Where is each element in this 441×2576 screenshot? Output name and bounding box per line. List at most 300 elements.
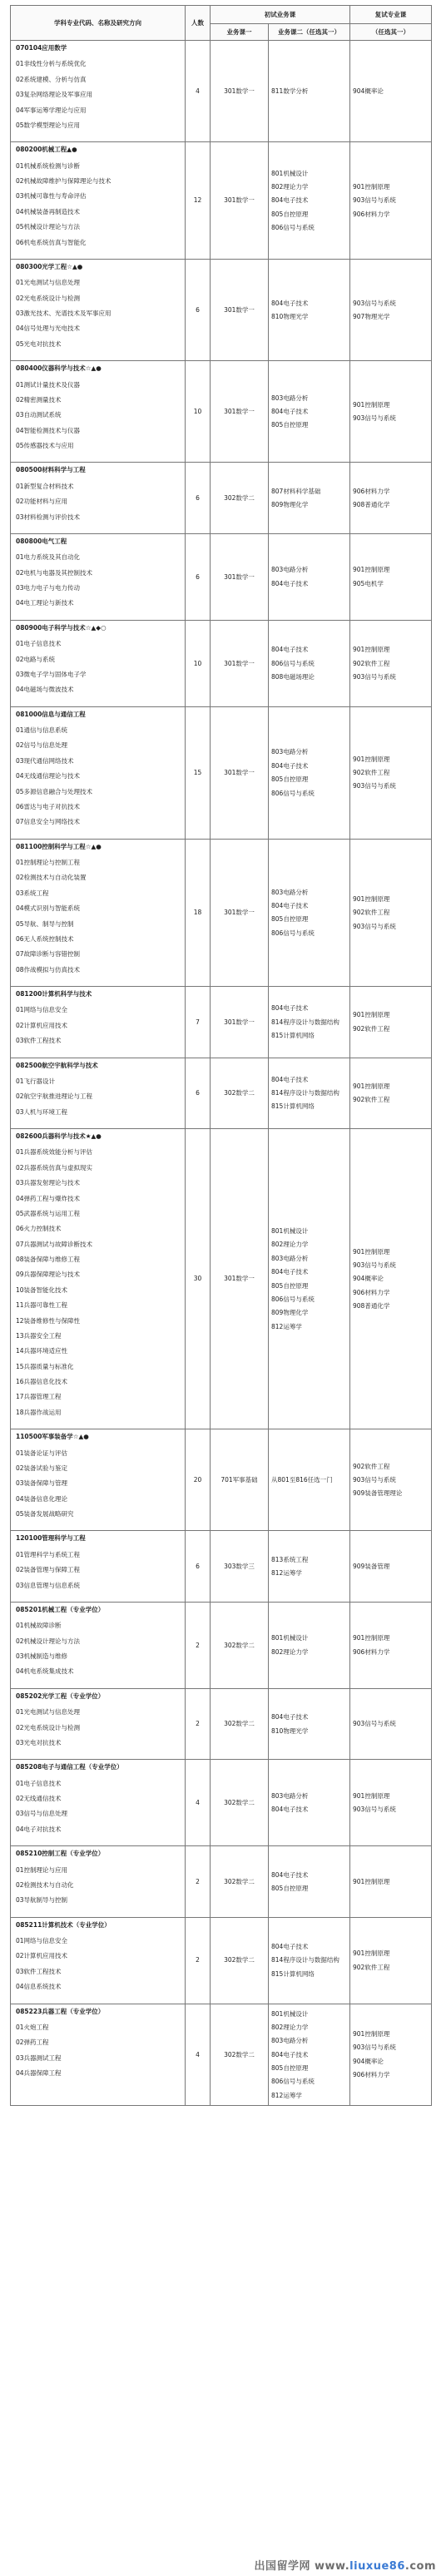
research-direction: 04电工理论与新技术 bbox=[16, 599, 74, 607]
subject-two-item: 803电路分析 bbox=[271, 394, 309, 402]
table-row bbox=[11, 839, 432, 986]
subject-two-item: 805自控原理 bbox=[271, 1884, 309, 1892]
retest-subject-item: 902软件工程 bbox=[353, 768, 390, 776]
retest-subject bbox=[350, 1129, 432, 1429]
enrollment-count: 6 bbox=[186, 533, 211, 620]
program-name: 080500材料科学与工程 bbox=[16, 466, 86, 474]
subject-one-item: 301数学一 bbox=[224, 1018, 255, 1026]
table-row bbox=[11, 41, 432, 142]
research-direction: 02机械设计理论与方法 bbox=[16, 1637, 81, 1645]
enrollment-count: 18 bbox=[186, 839, 211, 986]
retest-subject bbox=[350, 142, 432, 260]
retest-subject bbox=[350, 839, 432, 986]
subject-two-item: 810物理光学 bbox=[271, 1726, 309, 1735]
subject-two-item: 806信号与系统 bbox=[271, 929, 315, 937]
retest-subject-item: 901控制原理 bbox=[353, 1791, 390, 1800]
program-cell bbox=[11, 41, 186, 142]
subject-two-item: 804电子技术 bbox=[271, 1870, 309, 1879]
retest-subject-item: 903信号与系统 bbox=[353, 1261, 396, 1269]
subject-two-item: 803电路分析 bbox=[271, 888, 309, 896]
table-row bbox=[11, 1531, 432, 1603]
watermark-url-post: .com bbox=[404, 2560, 436, 2573]
retest-subject-item: 901控制原理 bbox=[353, 566, 390, 574]
enrollment-count: 2 bbox=[186, 1688, 211, 1760]
enrollment-count: 30 bbox=[186, 1129, 211, 1429]
subject-two-item: 805自控原理 bbox=[271, 421, 309, 429]
table-row bbox=[11, 259, 432, 360]
research-direction: 03信息管理与信息系统 bbox=[16, 1581, 81, 1589]
retest-subject bbox=[350, 706, 432, 839]
subject-two bbox=[269, 987, 350, 1058]
subject-two-item: 815计算机网络 bbox=[271, 1102, 315, 1111]
research-direction: 02兵器系统仿真与虚拟现实 bbox=[16, 1163, 93, 1172]
subject-one bbox=[211, 463, 269, 534]
retest-subject-item: 903信号与系统 bbox=[353, 1720, 396, 1728]
retest-subject-item: 906材料力学 bbox=[353, 1288, 390, 1296]
research-direction: 12装备维修性与保障性 bbox=[16, 1316, 81, 1325]
program-name: 085201机械工程（专业学位） bbox=[16, 1605, 105, 1613]
research-direction: 05导航、制导与控制 bbox=[16, 919, 74, 928]
table-row bbox=[11, 1129, 432, 1429]
subject-one bbox=[211, 2004, 269, 2106]
subject-one bbox=[211, 533, 269, 620]
header-retest: 复试专业课 bbox=[350, 6, 432, 24]
subject-two-item: 804电子技术 bbox=[271, 1943, 309, 1950]
subject-two-item: 804电子技术 bbox=[271, 2050, 309, 2058]
table-row bbox=[11, 361, 432, 463]
subject-two bbox=[269, 1531, 350, 1603]
retest-subject-item: 901控制原理 bbox=[353, 1082, 390, 1090]
program-cell bbox=[11, 1429, 186, 1531]
subject-two-item: 801机械设计 bbox=[271, 1227, 309, 1236]
enrollment-count: 6 bbox=[186, 259, 211, 360]
research-direction: 02检测技术与自动化 bbox=[16, 1880, 74, 1889]
research-direction: 02光电系统设计与检测 bbox=[16, 1723, 81, 1731]
retest-subject-item: 908普通化学 bbox=[353, 1302, 390, 1310]
subject-two-item: 812运筹学 bbox=[271, 1322, 302, 1330]
retest-subject-item: 906材料力学 bbox=[353, 487, 390, 495]
subject-two-item: 801机械设计 bbox=[271, 2009, 309, 2018]
retest-subject bbox=[350, 361, 432, 463]
program-cell bbox=[11, 839, 186, 986]
subject-one-item: 701军事基础 bbox=[220, 1476, 258, 1484]
retest-subject bbox=[350, 463, 432, 534]
subject-two-item: 804电子技术 bbox=[271, 1075, 309, 1083]
enrollment-count: 12 bbox=[186, 142, 211, 260]
enrollment-count: 15 bbox=[186, 706, 211, 839]
retest-subject bbox=[350, 1688, 432, 1760]
subject-two bbox=[269, 839, 350, 986]
subject-two-item: 807材料科学基础 bbox=[271, 487, 321, 495]
retest-subject-item: 903信号与系统 bbox=[353, 196, 396, 205]
program-name: 085208电子与通信工程（专业学位） bbox=[16, 1763, 123, 1771]
research-direction: 08装备保障与维修工程 bbox=[16, 1256, 81, 1263]
subject-two-item: 804电子技术 bbox=[271, 579, 309, 587]
subject-two-item: 814程序设计与数据结构 bbox=[271, 1956, 339, 1964]
table-row bbox=[11, 1688, 432, 1760]
retest-subject bbox=[350, 1760, 432, 1846]
subject-two-item: 802理论力学 bbox=[271, 2023, 309, 2031]
research-direction: 01控制理论与控制工程 bbox=[16, 859, 81, 866]
research-direction: 07兵器测试与故障诊断技术 bbox=[16, 1240, 93, 1248]
subject-two-item: 805自控原理 bbox=[271, 915, 309, 924]
table-row bbox=[11, 706, 432, 839]
subject-two-item: 805自控原理 bbox=[271, 210, 309, 218]
research-direction: 14兵器环境适应性 bbox=[16, 1347, 68, 1355]
subject-two bbox=[269, 2004, 350, 2106]
program-name: 080300光学工程☆▲● bbox=[16, 262, 83, 270]
research-direction: 03信号与信息处理 bbox=[16, 1810, 68, 1818]
subject-two bbox=[269, 1688, 350, 1760]
subject-one-item: 302数学二 bbox=[224, 1799, 255, 1806]
subject-two-item: 802理论力学 bbox=[271, 183, 309, 191]
research-direction: 04弹药工程与爆炸技术 bbox=[16, 1194, 81, 1202]
program-name: 080800电气工程 bbox=[16, 537, 67, 545]
research-direction: 10装备智能化技术 bbox=[16, 1286, 68, 1294]
research-direction: 01通信与信息系统 bbox=[16, 726, 68, 734]
subject-two-item: 806信号与系统 bbox=[271, 224, 315, 232]
research-direction: 03人机与环境工程 bbox=[16, 1107, 68, 1116]
research-direction: 02功能材料与应用 bbox=[16, 498, 68, 506]
subject-two-item: 804电子技术 bbox=[271, 299, 309, 307]
enrollment-count: 2 bbox=[186, 1602, 211, 1688]
research-direction: 02精密测量技术 bbox=[16, 395, 62, 404]
program-cell bbox=[11, 620, 186, 706]
retest-subject-item: 905电机学 bbox=[353, 579, 384, 587]
retest-subject-item: 908普通化学 bbox=[353, 501, 390, 509]
subject-two-item: 814程序设计与数据结构 bbox=[271, 1089, 339, 1097]
research-direction: 01测试计量技术及仪器 bbox=[16, 380, 81, 389]
research-direction: 03现代通信网络技术 bbox=[16, 756, 74, 765]
subject-two-item: 812运筹学 bbox=[271, 1569, 302, 1578]
subject-one-item: 301数学一 bbox=[224, 196, 255, 205]
program-cell bbox=[11, 1760, 186, 1846]
program-cell bbox=[11, 1129, 186, 1429]
research-direction: 13兵器安全工程 bbox=[16, 1331, 62, 1340]
research-direction: 03自动测试系统 bbox=[16, 411, 62, 419]
research-direction: 06机电系统仿真与智能化 bbox=[16, 238, 87, 246]
subject-one bbox=[211, 1058, 269, 1129]
retest-subject-item: 901控制原理 bbox=[353, 1949, 390, 1958]
enrollment-count: 6 bbox=[186, 463, 211, 534]
subject-two bbox=[269, 1602, 350, 1688]
table-row bbox=[11, 142, 432, 260]
subject-two-item: 815计算机网络 bbox=[271, 1031, 315, 1039]
retest-subject bbox=[350, 1917, 432, 2004]
subject-one bbox=[211, 1688, 269, 1760]
research-direction: 15兵器质量与标准化 bbox=[16, 1362, 74, 1370]
research-direction: 05光电对抗技术 bbox=[16, 339, 62, 348]
program-cell bbox=[11, 463, 186, 534]
header-count: 人数 bbox=[186, 6, 211, 41]
research-direction: 03材料检测与评价技术 bbox=[16, 513, 81, 521]
retest-subject-item: 906材料力学 bbox=[353, 1647, 390, 1656]
subject-two bbox=[269, 533, 350, 620]
retest-subject-item: 901控制原理 bbox=[353, 400, 390, 409]
research-direction: 01兵器系统效能分析与评估 bbox=[16, 1148, 93, 1157]
subject-two-item: 801机械设计 bbox=[271, 169, 309, 177]
admissions-table bbox=[10, 5, 432, 2106]
subject-two-item: 812运筹学 bbox=[271, 2091, 302, 2099]
subject-one-item: 301数学一 bbox=[224, 305, 255, 314]
subject-one bbox=[211, 1846, 269, 1918]
subject-two bbox=[269, 41, 350, 142]
program-name: 080200机械工程▲● bbox=[16, 146, 77, 154]
research-direction: 05武器系统与运用工程 bbox=[16, 1209, 81, 1217]
subject-one-item: 302数学二 bbox=[224, 1089, 255, 1097]
program-name: 080400仪器科学与技术☆▲● bbox=[16, 364, 102, 373]
subject-two-item: 804电子技术 bbox=[271, 646, 309, 654]
subject-one bbox=[211, 41, 269, 142]
subject-two-item: 811数学分析 bbox=[271, 87, 309, 95]
enrollment-count: 2 bbox=[186, 1846, 211, 1918]
research-direction: 01光电测试与信息处理 bbox=[16, 279, 81, 287]
research-direction: 04模式识别与智能系统 bbox=[16, 904, 81, 913]
subject-two-item: 809物理化学 bbox=[271, 1309, 309, 1317]
research-direction: 16兵器信息化技术 bbox=[16, 1378, 68, 1385]
research-direction: 01电子信息技术 bbox=[16, 1779, 62, 1787]
research-direction: 01非线性分析与系统优化 bbox=[16, 60, 87, 68]
retest-subject-item: 901控制原理 bbox=[353, 1877, 390, 1885]
subject-one-item: 301数学一 bbox=[224, 768, 255, 776]
research-direction: 02装备试验与鉴定 bbox=[16, 1464, 68, 1472]
research-direction: 01飞行器设计 bbox=[16, 1077, 56, 1085]
program-cell bbox=[11, 1846, 186, 1918]
program-name: 085223兵器工程（专业学位） bbox=[16, 2007, 105, 2015]
research-direction: 02无线通信技术 bbox=[16, 1795, 62, 1802]
subject-one bbox=[211, 706, 269, 839]
header-retest-sub: （任选其一） bbox=[350, 24, 432, 41]
subject-one bbox=[211, 839, 269, 986]
subject-two-item: 804电子技术 bbox=[271, 761, 309, 770]
subject-two-item: 808电磁场理论 bbox=[271, 672, 315, 681]
research-direction: 02光电系统设计与检测 bbox=[16, 294, 81, 302]
research-direction: 03软件工程技术 bbox=[16, 1967, 62, 1975]
research-direction: 05数学模型理论与应用 bbox=[16, 121, 81, 129]
program-cell bbox=[11, 2004, 186, 2106]
header-initial: 初试业务课 bbox=[211, 6, 350, 24]
research-direction: 06火力控制技术 bbox=[16, 1225, 62, 1233]
program-cell bbox=[11, 1688, 186, 1760]
program-name: 110500军事装备学☆▲● bbox=[16, 1433, 89, 1441]
enrollment-count: 10 bbox=[186, 361, 211, 463]
subject-one bbox=[211, 1531, 269, 1603]
program-name: 082500航空宇航科学与技术 bbox=[16, 1061, 98, 1069]
subject-two-item: 804电子技术 bbox=[271, 901, 309, 909]
research-direction: 01电力系统及其自动化 bbox=[16, 553, 81, 562]
subject-two-item: 804电子技术 bbox=[271, 408, 309, 416]
program-name: 080900电子科学与技术☆▲◆○ bbox=[16, 623, 107, 632]
research-direction: 02机械故障维护与保障理论与技术 bbox=[16, 177, 111, 185]
enrollment-count: 4 bbox=[186, 2004, 211, 2106]
retest-subject-item: 901控制原理 bbox=[353, 646, 390, 654]
subject-one-item: 301数学一 bbox=[224, 1275, 255, 1283]
program-cell bbox=[11, 1602, 186, 1688]
retest-subject bbox=[350, 1846, 432, 1918]
subject-two-item: 801机械设计 bbox=[271, 1634, 309, 1642]
subject-one bbox=[211, 1129, 269, 1429]
research-direction: 03光电对抗技术 bbox=[16, 1738, 62, 1746]
retest-subject-item: 902软件工程 bbox=[353, 909, 390, 917]
research-direction: 01机械系统检测与诊断 bbox=[16, 161, 81, 170]
research-direction: 02弹药工程 bbox=[16, 2039, 49, 2047]
subject-two-item: 803电路分析 bbox=[271, 748, 309, 756]
retest-subject-item: 902软件工程 bbox=[353, 1096, 390, 1104]
research-direction: 01机械故障诊断 bbox=[16, 1622, 62, 1630]
subject-one bbox=[211, 987, 269, 1058]
table-row bbox=[11, 1917, 432, 2004]
enrollment-count: 10 bbox=[186, 620, 211, 706]
research-direction: 06雷达与电子对抗技术 bbox=[16, 802, 81, 810]
research-direction: 05机械设计理论与方法 bbox=[16, 223, 81, 231]
research-direction: 02电机与电器及其控制技术 bbox=[16, 568, 93, 577]
retest-subject-item: 904概率论 bbox=[353, 87, 384, 95]
subject-one-item: 301数学一 bbox=[224, 87, 255, 95]
program-cell bbox=[11, 259, 186, 360]
subject-two bbox=[269, 361, 350, 463]
retest-subject-item: 902软件工程 bbox=[353, 1024, 390, 1033]
subject-two-item: 803电路分析 bbox=[271, 566, 309, 574]
retest-subject-item: 903信号与系统 bbox=[353, 1476, 396, 1484]
enrollment-count: 6 bbox=[186, 1531, 211, 1603]
table-row bbox=[11, 1760, 432, 1846]
subject-one bbox=[211, 142, 269, 260]
research-direction: 04无线通信理论与技术 bbox=[16, 772, 81, 780]
research-direction: 01火炮工程 bbox=[16, 2023, 49, 2031]
research-direction: 03软件工程技术 bbox=[16, 1037, 62, 1045]
subject-two-item: 803电路分析 bbox=[271, 1254, 309, 1262]
retest-subject bbox=[350, 41, 432, 142]
subject-two-item: 815计算机网络 bbox=[271, 1969, 315, 1978]
subject-two-item: 804电子技术 bbox=[271, 1806, 309, 1814]
subject-one bbox=[211, 1917, 269, 2004]
retest-subject-item: 903信号与系统 bbox=[353, 672, 396, 681]
retest-subject-item: 909装备管理理论 bbox=[353, 1489, 403, 1498]
program-cell bbox=[11, 706, 186, 839]
subject-one-item: 302数学二 bbox=[224, 493, 255, 502]
research-direction: 01网络与信息安全 bbox=[16, 1937, 68, 1944]
program-name: 085202光学工程（专业学位） bbox=[16, 1692, 105, 1700]
research-direction: 01网络与信息安全 bbox=[16, 1006, 68, 1014]
subject-two bbox=[269, 1058, 350, 1129]
research-direction: 04装备信息化理论 bbox=[16, 1494, 68, 1503]
retest-subject-item: 904概率论 bbox=[353, 2057, 384, 2065]
research-direction: 02系统建模、分析与仿真 bbox=[16, 75, 87, 83]
subject-two bbox=[269, 1129, 350, 1429]
subject-two-item: 806信号与系统 bbox=[271, 659, 315, 667]
retest-subject-item: 902软件工程 bbox=[353, 659, 390, 667]
subject-one-item: 302数学二 bbox=[224, 1720, 255, 1728]
research-direction: 06无人系统控制技术 bbox=[16, 934, 74, 943]
program-cell bbox=[11, 1058, 186, 1129]
research-direction: 03兵器测试工程 bbox=[16, 2053, 62, 2062]
subject-one bbox=[211, 259, 269, 360]
subject-two bbox=[269, 1846, 350, 1918]
retest-subject bbox=[350, 259, 432, 360]
research-direction: 03系统工程 bbox=[16, 889, 49, 897]
retest-subject bbox=[350, 1531, 432, 1603]
subject-two bbox=[269, 620, 350, 706]
watermark-url-mid: liuxue86 bbox=[349, 2560, 405, 2573]
research-direction: 05多源信息融合与处理技术 bbox=[16, 787, 93, 795]
research-direction: 08作战模拟与仿真技术 bbox=[16, 965, 81, 973]
program-cell bbox=[11, 987, 186, 1058]
subject-two-item: 804电子技术 bbox=[271, 196, 309, 205]
research-direction: 01电子信息技术 bbox=[16, 640, 62, 648]
research-direction: 01光电测试与信息处理 bbox=[16, 1708, 81, 1717]
program-name: 085210控制工程（专业学位） bbox=[16, 1850, 105, 1858]
research-direction: 04兵器保障工程 bbox=[16, 2069, 62, 2077]
subject-two-item: 806信号与系统 bbox=[271, 789, 315, 797]
retest-subject-item: 903信号与系统 bbox=[353, 414, 396, 423]
subject-two bbox=[269, 1429, 350, 1531]
table-row bbox=[11, 533, 432, 620]
research-direction: 07信息安全与网络技术 bbox=[16, 818, 81, 826]
table-row bbox=[11, 463, 432, 534]
subject-one-item: 301数学一 bbox=[224, 572, 255, 581]
program-name: 082600兵器科学与技术★▲● bbox=[16, 1132, 102, 1140]
subject-one-item: 301数学一 bbox=[224, 909, 255, 917]
research-direction: 07故障诊断与容错控制 bbox=[16, 950, 81, 959]
enrollment-count: 20 bbox=[186, 1429, 211, 1531]
subject-one bbox=[211, 1760, 269, 1846]
subject-one bbox=[211, 361, 269, 463]
program-cell bbox=[11, 142, 186, 260]
subject-one-item: 302数学二 bbox=[224, 1956, 255, 1964]
subject-two bbox=[269, 1917, 350, 2004]
subject-two-item: 813系统工程 bbox=[271, 1555, 309, 1563]
subject-two bbox=[269, 142, 350, 260]
retest-subject-item: 903信号与系统 bbox=[353, 299, 396, 307]
program-name: 081000信息与通信工程 bbox=[16, 710, 86, 718]
program-cell bbox=[11, 1531, 186, 1603]
research-direction: 05装备发展战略研究 bbox=[16, 1510, 74, 1518]
subject-two-item: 804电子技术 bbox=[271, 1713, 309, 1721]
header-subj2: 业务课二（任选其一） bbox=[269, 24, 350, 41]
research-direction: 02检测技术与自动化装置 bbox=[16, 874, 87, 882]
subject-one-item: 302数学二 bbox=[224, 2050, 255, 2058]
research-direction: 04机电系统集成技术 bbox=[16, 1667, 74, 1676]
subject-two bbox=[269, 463, 350, 534]
research-direction: 04电磁场与微波技术 bbox=[16, 686, 74, 694]
research-direction: 02装备管理与保障工程 bbox=[16, 1566, 81, 1574]
subject-one-item: 302数学二 bbox=[224, 1877, 255, 1885]
retest-subject-item: 901控制原理 bbox=[353, 1247, 390, 1256]
subject-two-item: 810物理光学 bbox=[271, 313, 309, 320]
table-row bbox=[11, 1429, 432, 1531]
retest-subject-item: 901控制原理 bbox=[353, 2030, 390, 2039]
watermark bbox=[254, 2557, 436, 2573]
subject-two-item: 805自控原理 bbox=[271, 2064, 309, 2072]
subject-two-item: 802理论力学 bbox=[271, 1241, 309, 1249]
watermark-cn: 出国留学网 bbox=[254, 2560, 310, 2573]
research-direction: 04信号处理与光电技术 bbox=[16, 324, 81, 333]
retest-subject-item: 901控制原理 bbox=[353, 894, 390, 903]
research-direction: 03兵器发射理论与技术 bbox=[16, 1179, 81, 1187]
research-direction: 01管理科学与系统工程 bbox=[16, 1550, 81, 1558]
retest-subject bbox=[350, 620, 432, 706]
subject-two-item: 804电子技术 bbox=[271, 1004, 309, 1013]
subject-two-item: 805自控原理 bbox=[271, 775, 309, 784]
table-row bbox=[11, 1058, 432, 1129]
subject-one-item: 303数学三 bbox=[224, 1562, 255, 1570]
research-direction: 03装备保障与管理 bbox=[16, 1479, 68, 1488]
table-row bbox=[11, 1602, 432, 1688]
subject-two-item: 804电子技术 bbox=[271, 1268, 309, 1276]
retest-subject-item: 903信号与系统 bbox=[353, 922, 396, 930]
subject-two-item: 803电路分析 bbox=[271, 1791, 309, 1800]
subject-two-item: 805自控原理 bbox=[271, 1281, 309, 1290]
